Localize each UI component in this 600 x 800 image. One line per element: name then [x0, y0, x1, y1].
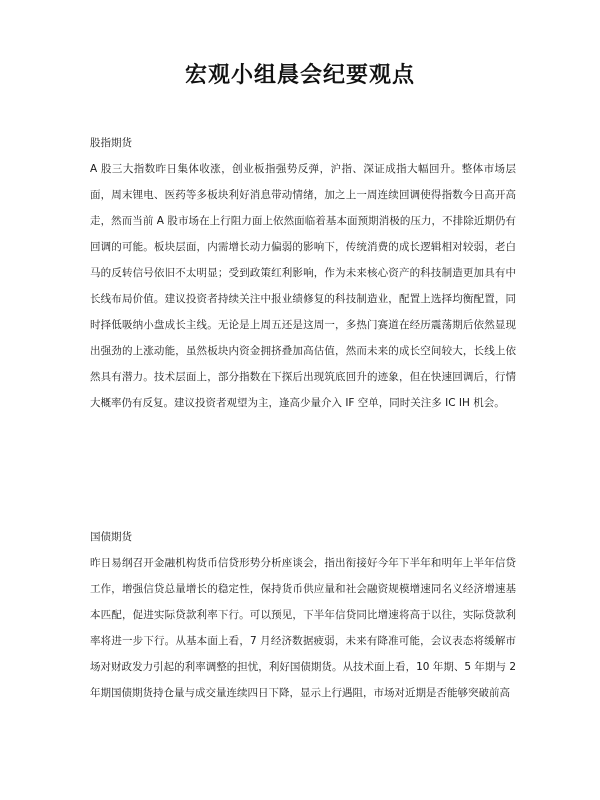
section-treasury-futures — [90, 524, 516, 706]
section-stock-index-futures — [90, 130, 516, 416]
section-body-paragraph: 昨日易纲召开金融机构货币信贷形势分析座谈会，指出衔接好今年下半年和明年上半年信贷工作，增强信贷总量增长的稳定性，保持货币供应量和社会融资规模增速同名义经济增速基本匹配，促进实际贷款利率下行。可以预见，下半年信贷同比增速将高于以往，实际贷款利率将进一步下行。从基本面上看，7 月经济数据疲弱，未来有降准可能，会议表态将缓解市场对财政发力引起的利率调整的担忧，利好国债期货。从技术面上看，10 年期、5 年期与 2 年期国债期货持仓量与成交量连续四日下降，显示上行遇阻，市场对近期是否能够突破前高 — [90, 557, 516, 699]
section-heading: 国债期货 — [90, 531, 132, 543]
document-title: 宏观小组晨会纪要观点 — [184, 63, 415, 88]
section-heading: 股指期货 — [90, 137, 132, 149]
section-body-paragraph: A 股三大指数昨日集体收涨，创业板指强势反弹，沪指、深证成指大幅回升。整体市场层面，周末锂电、医药等多板块利好消息带动情绪，加之上一周连续回调使得指数今日高开高走，然而当前 A 股市场在上行阻力面上依然面临着基本面预期消极的压力，不排除近期仍有回调的可能。板块层面，内需增长动力偏弱的影响下，传统消费的成长逻辑相对较弱，老白马的反转信号依旧不太明显；受到政策红利影响，作为未来核心资产的科技制造更加具有中长线布局价值。建议投资者持续关注中报业绩修复的科技制造业，配置上选择均衡配置，同时择低吸纳小盘成长主线。无论是上周五还是这周一，多热门赛道在经历震荡期后依然显现出强劲的上涨动能，虽然板块内资金拥挤叠加高估值，然而未来的成长空间较大，长线上依然具有潜力。技术层面上，部分指数在下探后出现筑底回升的迹象，但在快速回调后，行情大概率仍有反复。建议投资者观望为主，逢高少量介入 IF 空单，同时关注多 IC IH 机会。 — [90, 163, 516, 409]
